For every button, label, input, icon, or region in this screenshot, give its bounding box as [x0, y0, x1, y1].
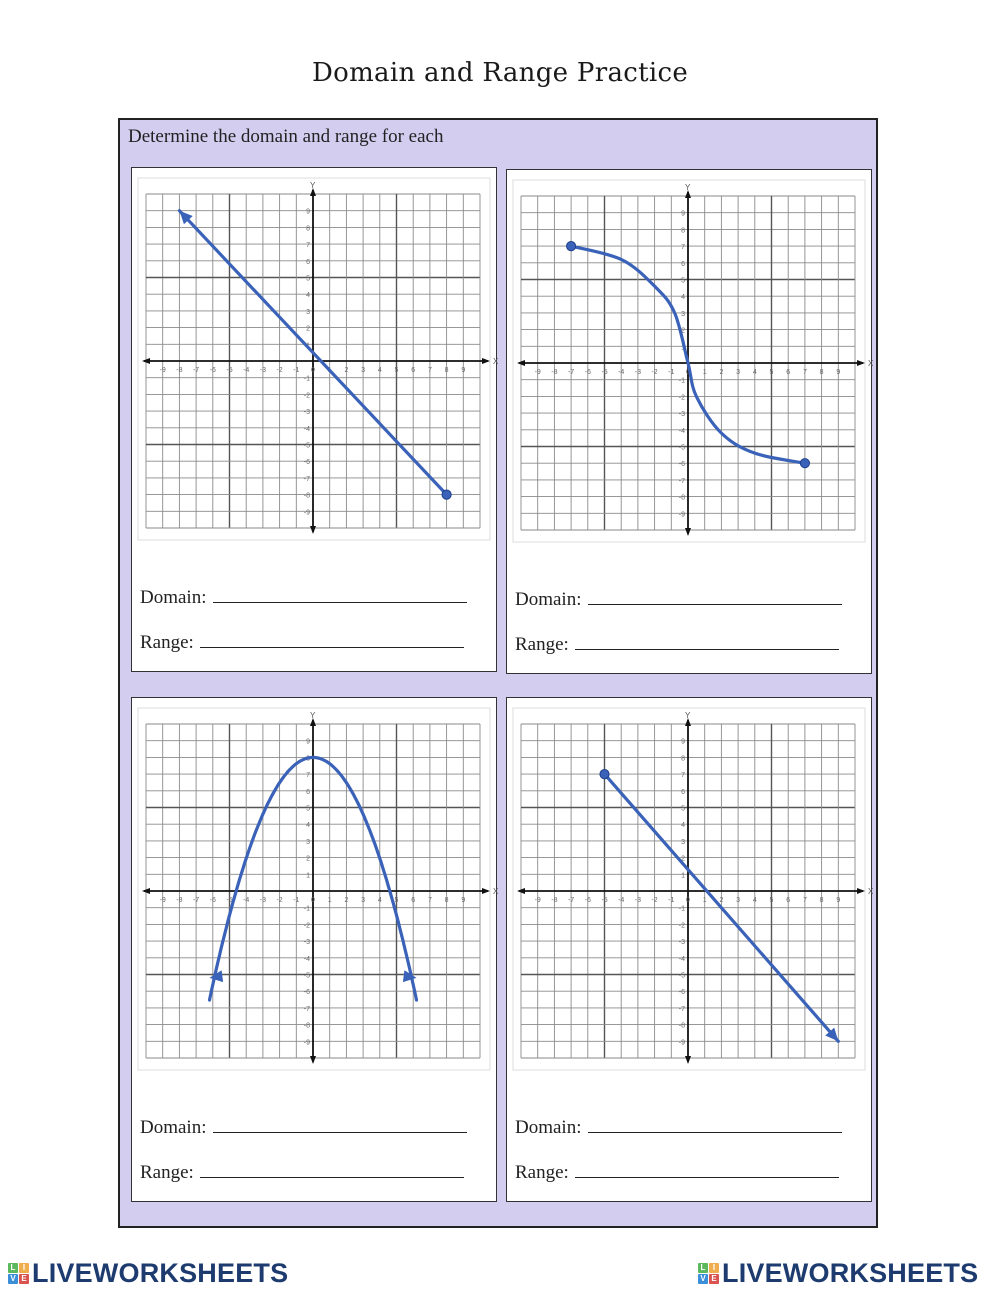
range-answer-2: [515, 633, 839, 656]
svg-text:-9: -9: [534, 369, 541, 376]
svg-text:-7: -7: [678, 477, 685, 485]
svg-text:2: 2: [681, 855, 685, 863]
svg-text:-6: -6: [303, 459, 310, 467]
svg-text:9: 9: [306, 208, 310, 216]
svg-text:-1: -1: [293, 367, 300, 374]
svg-text:1: 1: [327, 367, 332, 374]
problem-card-3: [131, 697, 497, 1202]
svg-text:6: 6: [306, 788, 310, 796]
svg-text:-1: -1: [678, 905, 685, 913]
svg-text:-3: -3: [259, 367, 267, 374]
svg-text:2: 2: [681, 327, 685, 335]
problem-card-4: [506, 697, 872, 1202]
graph-3: [138, 708, 499, 1070]
svg-text:8: 8: [306, 225, 310, 233]
svg-text:8: 8: [444, 367, 449, 374]
svg-text:-6: -6: [584, 897, 591, 904]
svg-text:Y: Y: [310, 181, 316, 190]
svg-text:-3: -3: [678, 411, 685, 419]
svg-text:8: 8: [819, 369, 824, 376]
svg-text:5: 5: [306, 275, 310, 283]
svg-text:1: 1: [702, 369, 707, 376]
svg-text:1: 1: [327, 897, 332, 904]
svg-text:-1: -1: [303, 905, 310, 913]
range-input-1[interactable]: [200, 631, 464, 648]
svg-text:7: 7: [802, 897, 807, 904]
svg-text:9: 9: [306, 738, 310, 746]
svg-text:-6: -6: [209, 897, 216, 904]
svg-text:-1: -1: [678, 377, 685, 385]
svg-text:3: 3: [736, 897, 741, 904]
range-input-2[interactable]: [575, 633, 839, 650]
domain-label: Domain:: [515, 589, 582, 610]
svg-text:4: 4: [752, 369, 757, 376]
svg-text:-7: -7: [678, 1005, 685, 1013]
svg-text:-7: -7: [567, 897, 575, 904]
domain-label: Domain:: [140, 1117, 207, 1138]
svg-text:-1: -1: [668, 897, 675, 904]
range-answer-1: [140, 631, 464, 654]
svg-text:8: 8: [306, 755, 310, 763]
svg-text:3: 3: [306, 308, 310, 316]
svg-text:5: 5: [394, 367, 399, 374]
svg-text:-2: -2: [276, 367, 283, 374]
range-answer-4: [515, 1161, 839, 1184]
svg-text:X: X: [868, 887, 874, 896]
svg-text:9: 9: [836, 369, 841, 376]
svg-text:2: 2: [719, 897, 724, 904]
svg-text:8: 8: [681, 227, 685, 235]
svg-text:-2: -2: [678, 394, 685, 402]
range-input-3[interactable]: [200, 1161, 464, 1178]
svg-text:2: 2: [344, 367, 349, 374]
domain-answer-2: [515, 588, 842, 611]
range-label: Range:: [140, 632, 194, 653]
problem-card-1: [131, 167, 497, 672]
svg-text:-4: -4: [303, 425, 310, 433]
svg-text:5: 5: [681, 805, 685, 813]
svg-text:-4: -4: [303, 955, 310, 963]
svg-text:8: 8: [681, 755, 685, 763]
svg-text:-7: -7: [303, 1005, 310, 1013]
svg-text:X: X: [868, 359, 874, 368]
range-label: Range:: [515, 634, 569, 655]
svg-text:-2: -2: [651, 369, 658, 376]
range-label: Range:: [140, 1162, 194, 1183]
svg-text:-5: -5: [226, 367, 233, 374]
liveworksheets-logo-left[interactable]: [8, 1258, 288, 1289]
svg-text:1: 1: [681, 344, 685, 352]
svg-text:4: 4: [306, 292, 310, 300]
range-input-4[interactable]: [575, 1161, 839, 1178]
svg-text:5: 5: [769, 897, 774, 904]
svg-text:-9: -9: [678, 511, 685, 519]
svg-text:Y: Y: [685, 183, 691, 192]
svg-text:-9: -9: [159, 897, 166, 904]
graph-2: [513, 180, 874, 542]
svg-text:9: 9: [461, 367, 466, 374]
worksheet-panel: [118, 118, 878, 1228]
svg-text:6: 6: [786, 897, 791, 904]
problem-card-2: [506, 169, 872, 674]
svg-text:5: 5: [306, 805, 310, 813]
svg-text:-8: -8: [551, 897, 558, 904]
svg-text:6: 6: [681, 260, 685, 268]
svg-text:0: 0: [311, 897, 315, 904]
svg-text:3: 3: [361, 367, 366, 374]
svg-text:2: 2: [344, 897, 349, 904]
svg-text:-3: -3: [678, 939, 685, 947]
svg-text:1: 1: [306, 342, 310, 350]
svg-text:-7: -7: [192, 897, 200, 904]
svg-text:7: 7: [427, 897, 432, 904]
svg-text:-8: -8: [176, 897, 183, 904]
svg-text:6: 6: [411, 897, 416, 904]
svg-text:-1: -1: [293, 897, 300, 904]
svg-text:-6: -6: [584, 369, 591, 376]
graph-4: [513, 708, 874, 1070]
svg-text:-5: -5: [678, 444, 685, 452]
svg-text:4: 4: [681, 294, 685, 302]
svg-text:2: 2: [306, 325, 310, 333]
svg-text:-5: -5: [601, 897, 608, 904]
svg-text:-4: -4: [618, 369, 625, 376]
svg-text:-3: -3: [303, 409, 310, 417]
svg-text:-8: -8: [303, 492, 310, 500]
svg-text:-1: -1: [303, 375, 310, 383]
svg-text:6: 6: [306, 258, 310, 266]
svg-text:7: 7: [681, 244, 685, 252]
domain-answer-1: [140, 586, 467, 609]
svg-text:-9: -9: [534, 897, 541, 904]
svg-text:3: 3: [361, 897, 366, 904]
svg-text:-6: -6: [678, 461, 685, 469]
liveworksheets-logo-right[interactable]: [698, 1258, 978, 1289]
svg-text:X: X: [493, 357, 499, 366]
svg-text:0: 0: [686, 897, 690, 904]
svg-text:4: 4: [377, 897, 382, 904]
svg-text:8: 8: [444, 897, 449, 904]
svg-text:-8: -8: [303, 1022, 310, 1030]
svg-text:-9: -9: [303, 509, 310, 517]
svg-text:1: 1: [702, 897, 707, 904]
svg-text:7: 7: [306, 772, 310, 780]
svg-text:-4: -4: [678, 955, 685, 963]
domain-input-2[interactable]: [588, 588, 842, 605]
svg-text:-2: -2: [678, 922, 685, 930]
svg-text:-5: -5: [678, 972, 685, 980]
svg-text:X: X: [493, 887, 499, 896]
graph-1: [138, 178, 499, 540]
page-title: Domain and Range Practice: [311, 58, 689, 88]
svg-text:9: 9: [461, 897, 466, 904]
svg-text:7: 7: [427, 367, 432, 374]
svg-text:5: 5: [681, 277, 685, 285]
svg-text:4: 4: [681, 822, 685, 830]
svg-text:-6: -6: [209, 367, 216, 374]
svg-text:8: 8: [819, 897, 824, 904]
svg-text:-3: -3: [303, 939, 310, 947]
svg-text:-7: -7: [567, 369, 575, 376]
svg-text:-9: -9: [678, 1039, 685, 1047]
svg-text:Y: Y: [685, 711, 691, 720]
svg-text:-2: -2: [276, 897, 283, 904]
svg-text:-4: -4: [618, 897, 625, 904]
svg-text:9: 9: [836, 897, 841, 904]
svg-text:7: 7: [306, 242, 310, 250]
svg-text:3: 3: [681, 310, 685, 318]
svg-text:4: 4: [377, 367, 382, 374]
svg-text:4: 4: [306, 822, 310, 830]
domain-input-3[interactable]: [213, 1116, 467, 1133]
live-blocks-icon: L I V E: [698, 1263, 719, 1284]
svg-text:-3: -3: [259, 897, 267, 904]
svg-text:-2: -2: [651, 897, 658, 904]
svg-text:-2: -2: [303, 922, 310, 930]
svg-text:6: 6: [411, 367, 416, 374]
domain-input-4[interactable]: [588, 1116, 842, 1133]
domain-answer-3: [140, 1116, 467, 1139]
svg-text:-6: -6: [303, 989, 310, 997]
svg-text:3: 3: [736, 369, 741, 376]
svg-text:-4: -4: [678, 427, 685, 435]
svg-text:3: 3: [681, 838, 685, 846]
svg-text:-4: -4: [243, 897, 250, 904]
svg-text:4: 4: [752, 897, 757, 904]
svg-text:7: 7: [802, 369, 807, 376]
svg-text:-9: -9: [303, 1039, 310, 1047]
instructions: Determine the domain and range for each: [128, 126, 444, 147]
svg-text:3: 3: [306, 838, 310, 846]
range-label: Range:: [515, 1162, 569, 1183]
svg-text:-5: -5: [303, 972, 310, 980]
svg-text:6: 6: [786, 369, 791, 376]
svg-text:7: 7: [681, 772, 685, 780]
svg-text:6: 6: [681, 788, 685, 796]
svg-text:5: 5: [394, 897, 399, 904]
svg-text:-7: -7: [303, 475, 310, 483]
svg-text:-5: -5: [303, 442, 310, 450]
svg-text:-8: -8: [551, 369, 558, 376]
svg-text:1: 1: [306, 872, 310, 880]
svg-text:-8: -8: [678, 494, 685, 502]
domain-label: Domain:: [515, 1117, 582, 1138]
range-answer-3: [140, 1161, 464, 1184]
svg-text:-3: -3: [634, 369, 642, 376]
domain-label: Domain:: [140, 587, 207, 608]
svg-text:-3: -3: [634, 897, 642, 904]
svg-text:-5: -5: [226, 897, 233, 904]
svg-text:2: 2: [306, 855, 310, 863]
svg-text:9: 9: [681, 738, 685, 746]
brand-text: LIVEWORKSHEETS: [32, 1258, 289, 1288]
svg-text:-6: -6: [678, 989, 685, 997]
live-blocks-icon: L I V E: [8, 1263, 29, 1284]
svg-text:0: 0: [311, 367, 315, 374]
svg-text:5: 5: [769, 369, 774, 376]
svg-text:-4: -4: [243, 367, 250, 374]
svg-text:-9: -9: [159, 367, 166, 374]
domain-answer-4: [515, 1116, 842, 1139]
svg-text:-8: -8: [678, 1022, 685, 1030]
svg-text:1: 1: [681, 872, 685, 880]
svg-text:2: 2: [719, 369, 724, 376]
domain-input-1[interactable]: [213, 586, 467, 603]
brand-text: LIVEWORKSHEETS: [722, 1258, 979, 1288]
svg-text:-5: -5: [601, 369, 608, 376]
svg-text:0: 0: [686, 369, 690, 376]
svg-text:-2: -2: [303, 392, 310, 400]
svg-text:-8: -8: [176, 367, 183, 374]
svg-text:-7: -7: [192, 367, 200, 374]
svg-text:9: 9: [681, 210, 685, 218]
svg-text:Y: Y: [310, 711, 316, 720]
svg-text:-1: -1: [668, 369, 675, 376]
